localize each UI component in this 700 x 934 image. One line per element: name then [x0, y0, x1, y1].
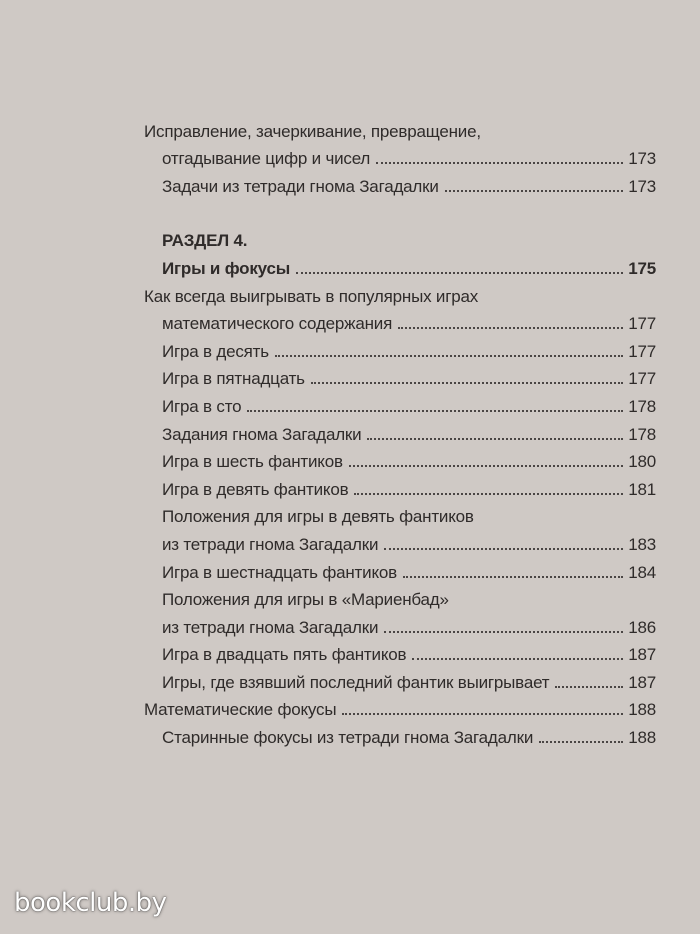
site-watermark: bookclub.by — [14, 888, 167, 918]
toc-page-number: 178 — [628, 424, 656, 444]
section-label: РАЗДЕЛ 4. — [162, 231, 248, 251]
leader-dots — [412, 658, 623, 660]
toc-entry-title: Старинные фокусы из тетради гнома Загадалки — [162, 728, 534, 748]
toc-entry-title: математического содержания — [162, 314, 393, 334]
toc-entry[interactable] — [144, 610, 656, 638]
toc-page-number: 173 — [628, 176, 656, 196]
toc-page-number: 178 — [628, 396, 656, 416]
section-title: Игры и фокусы — [162, 258, 291, 278]
leader-dots — [247, 410, 623, 412]
toc-entry[interactable] — [144, 472, 656, 500]
toc-entry-title-line: Исправление, зачеркивание, превращение, — [144, 121, 481, 141]
leader-dots — [403, 576, 623, 578]
leader-dots — [384, 631, 623, 633]
toc-entry[interactable] — [144, 307, 656, 335]
toc-page-number: 180 — [628, 452, 656, 472]
toc-page-number: 188 — [628, 728, 656, 748]
toc-page-number: 177 — [628, 369, 656, 389]
leader-dots — [398, 327, 623, 329]
toc-entry-title-line: Положения для игры в «Мариенбад» — [162, 590, 449, 610]
leader-dots — [555, 686, 623, 688]
toc-entry[interactable] — [144, 720, 656, 748]
toc-entry-title: Игра в шесть фантиков — [162, 452, 343, 472]
toc-page-number: 184 — [628, 562, 656, 582]
leader-dots — [349, 465, 623, 467]
toc-entry[interactable] — [144, 417, 656, 445]
toc-entry-title: Задания гнома Загадалки — [162, 424, 362, 444]
toc-entry[interactable] — [144, 555, 656, 583]
toc-page-number: 183 — [628, 534, 656, 554]
toc-page-number: 175 — [628, 258, 656, 278]
toc-page-number: 186 — [628, 617, 656, 637]
spacer — [144, 197, 656, 224]
toc-page-number: 177 — [628, 314, 656, 334]
toc-entry-title: Игра в сто — [162, 396, 242, 416]
toc-entry-title: Игра в шестнадцать фантиков — [162, 562, 397, 582]
leader-dots — [275, 355, 623, 357]
toc-entry-title: Игра в десять — [162, 341, 269, 361]
toc-entry[interactable] — [144, 169, 656, 197]
toc-entry-title: из тетради гнома Загадалки — [162, 534, 379, 554]
toc-entry[interactable] — [144, 527, 656, 555]
toc-entry[interactable] — [144, 638, 656, 666]
toc-entry-title: Игра в пятнадцать — [162, 369, 305, 389]
leader-dots — [384, 548, 623, 550]
toc-entry-title: Задачи из тетради гнома Загадалки — [162, 176, 439, 196]
toc-entry[interactable] — [144, 362, 656, 390]
toc-entry[interactable] — [144, 665, 656, 693]
toc-entry-title-line: Как всегда выигрывать в популярных играх — [144, 286, 479, 306]
toc-entry-title-line: Положения для игры в девять фантиков — [162, 507, 474, 527]
toc-entry-title: Игры, где взявший последний фантик выигрывает — [162, 672, 550, 692]
toc-page-number: 181 — [628, 479, 656, 499]
toc-page-number: 187 — [628, 672, 656, 692]
toc-page-number: 177 — [628, 341, 656, 361]
toc-section-entry[interactable] — [144, 251, 656, 279]
toc-entry[interactable] — [144, 445, 656, 473]
toc-entry[interactable] — [144, 693, 656, 721]
toc-entry-title: отгадывание цифр и чисел — [162, 149, 371, 169]
toc-page-number: 188 — [628, 700, 656, 720]
toc-entry-title: из тетради гнома Загадалки — [162, 617, 379, 637]
leader-dots — [311, 382, 623, 384]
toc-entry-title: Игра в двадцать пять фантиков — [162, 645, 407, 665]
toc-page-number: 187 — [628, 645, 656, 665]
leader-dots — [367, 438, 623, 440]
table-of-contents — [144, 114, 656, 748]
leader-dots — [354, 493, 623, 495]
toc-entry-title: Математические фокусы — [144, 700, 337, 720]
leader-dots — [445, 190, 624, 192]
leader-dots — [342, 713, 623, 715]
toc-entry[interactable] — [144, 142, 656, 170]
toc-entry-title: Игра в девять фантиков — [162, 479, 349, 499]
leader-dots — [376, 162, 623, 164]
toc-entry[interactable] — [144, 334, 656, 362]
leader-dots — [296, 272, 623, 274]
toc-entry[interactable] — [144, 389, 656, 417]
toc-page-number: 173 — [628, 149, 656, 169]
leader-dots — [539, 741, 623, 743]
